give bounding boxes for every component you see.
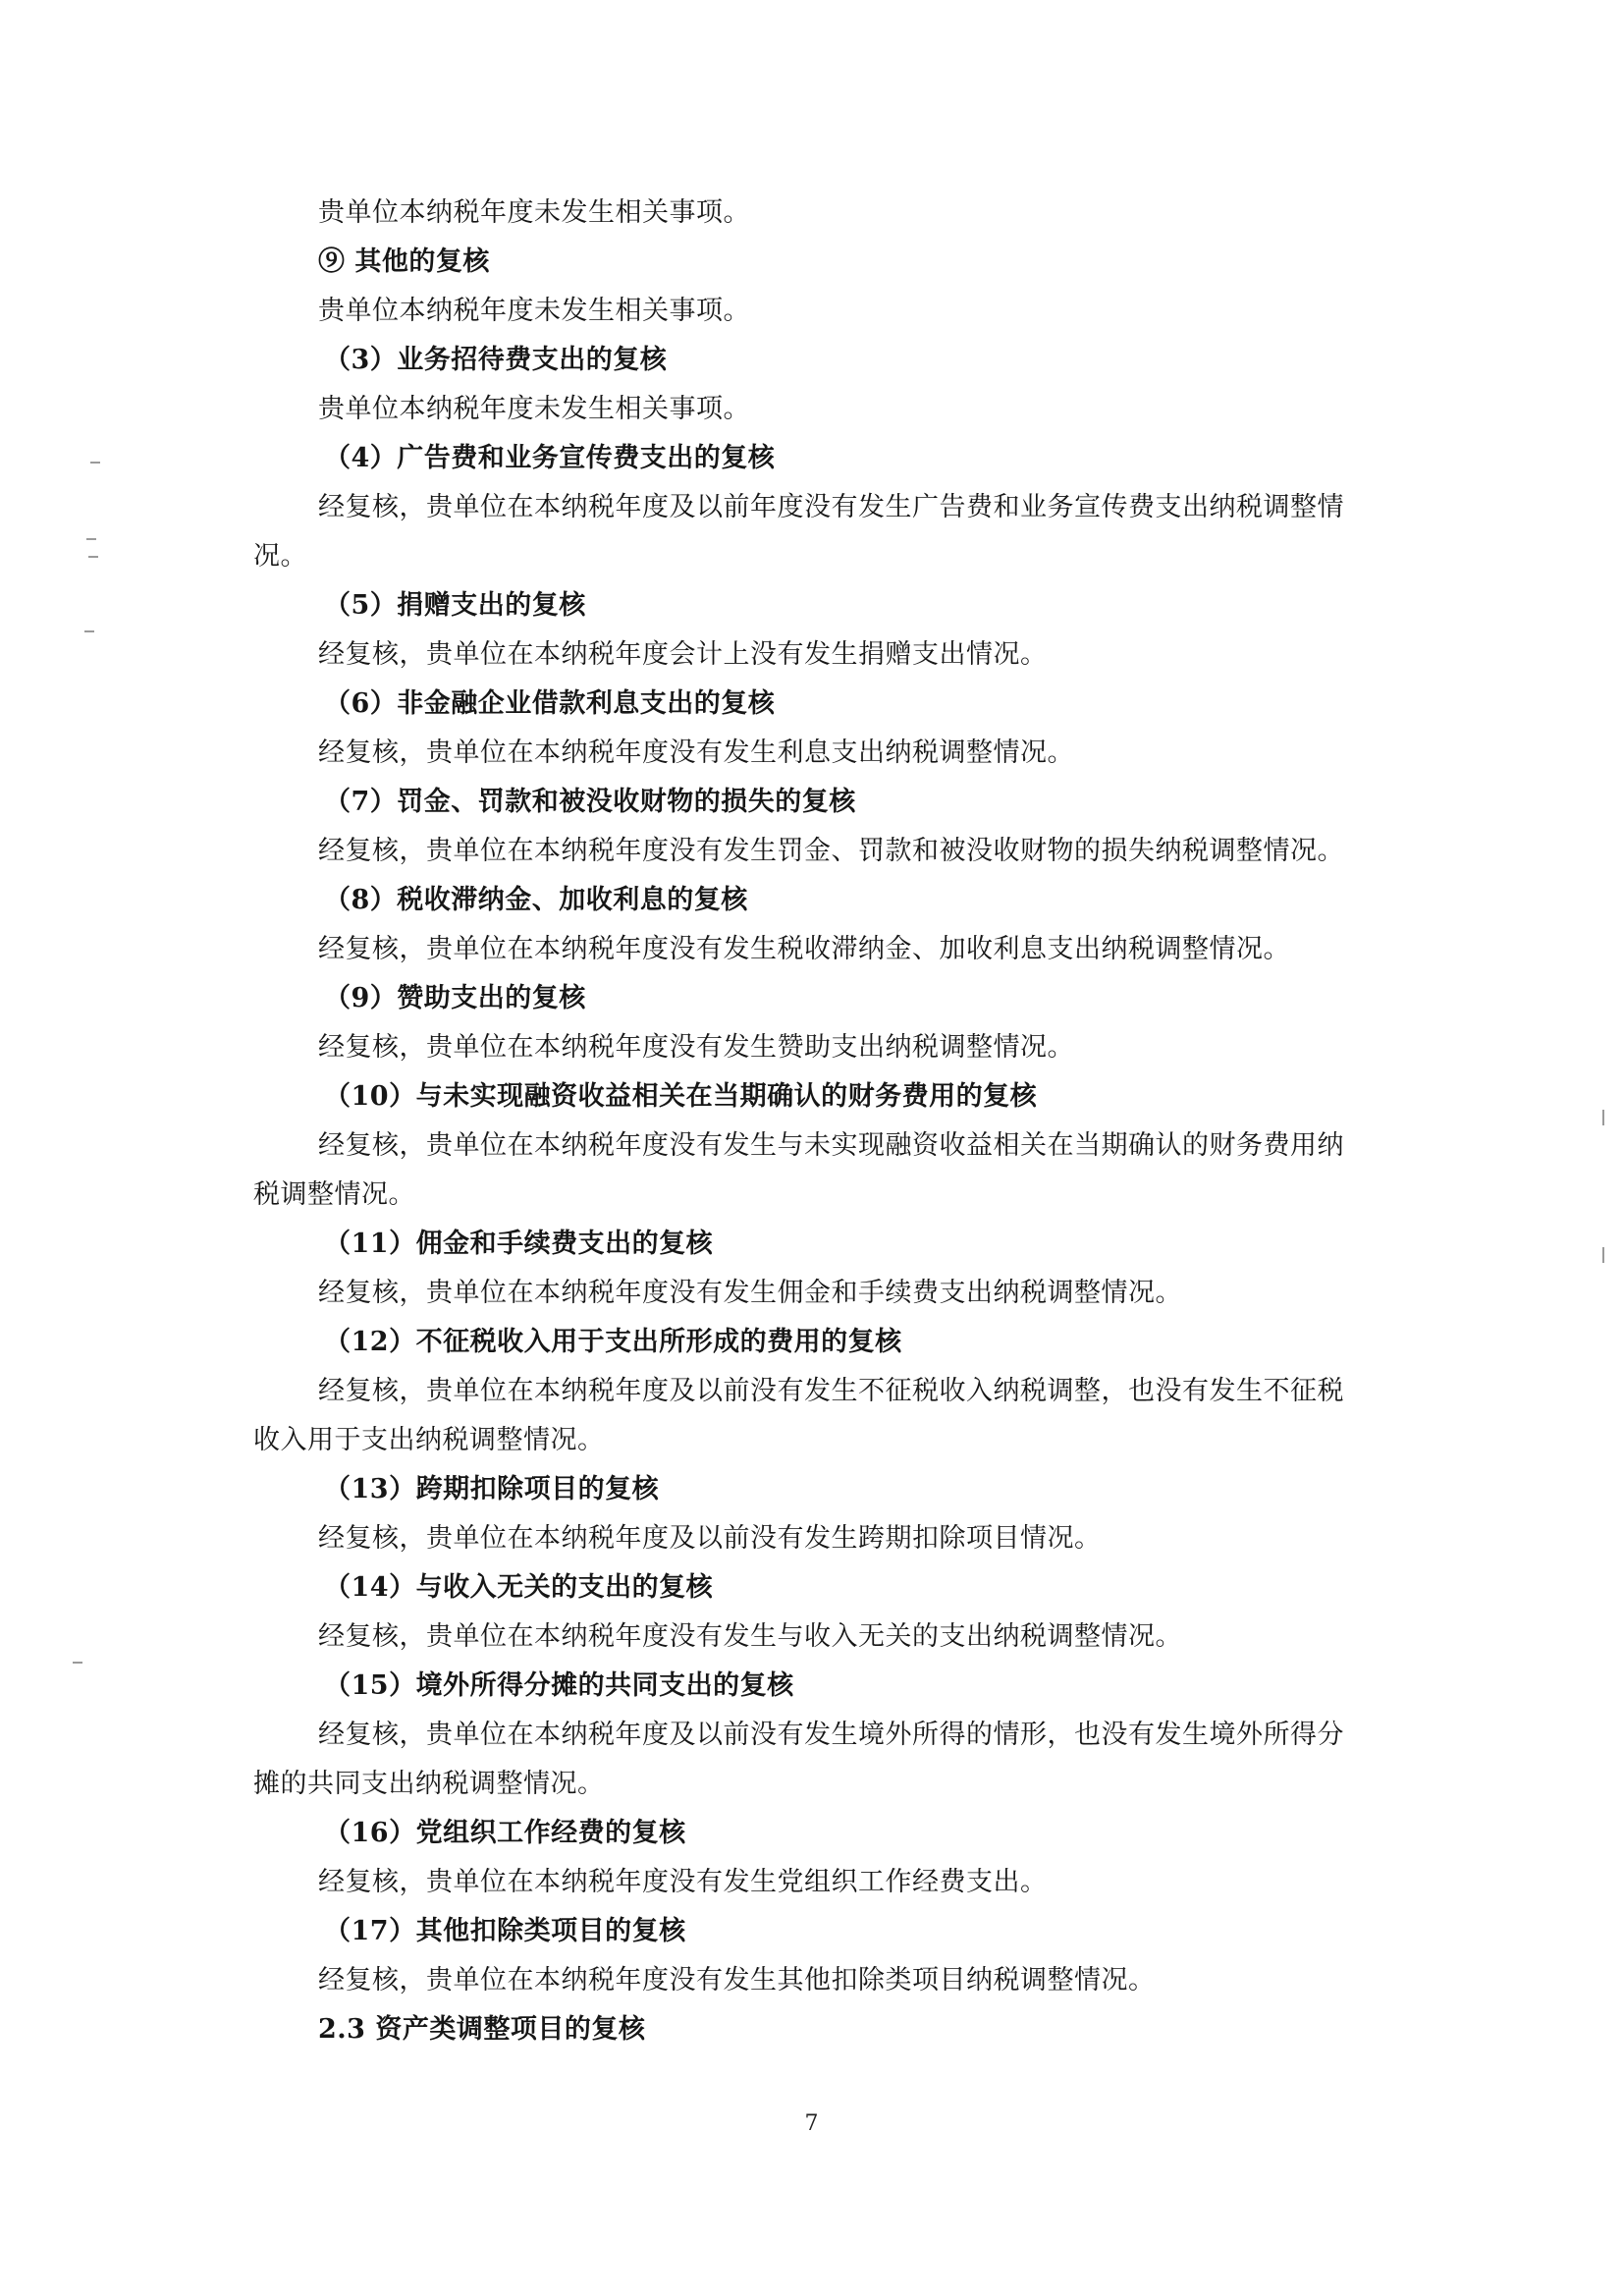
paragraph-line: 况。 — [253, 541, 307, 572]
paragraph-line: 经复核，贵单位在本纳税年度会计上没有发生捐赠支出情况。 — [318, 639, 1048, 670]
paragraph-line: 经复核，贵单位在本纳税年度没有发生与收入无关的支出纳税调整情况。 — [318, 1621, 1182, 1652]
section-heading: （11）佣金和手续费支出的复核 — [324, 1229, 714, 1259]
section-heading: （9）赞助支出的复核 — [324, 983, 586, 1013]
section-heading: （14）与收入无关的支出的复核 — [324, 1572, 714, 1603]
scan-artifact — [1602, 1110, 1604, 1125]
scan-artifact — [1602, 1247, 1604, 1263]
section-heading: 2.3 资产类调整项目的复核 — [318, 2014, 646, 2045]
paragraph-line: 经复核，贵单位在本纳税年度没有发生党组织工作经费支出。 — [318, 1867, 1048, 1897]
paragraph-line: 收入用于支出纳税调整情况。 — [253, 1425, 605, 1455]
paragraph-line: 经复核，贵单位在本纳税年度没有发生佣金和手续费支出纳税调整情况。 — [318, 1278, 1182, 1308]
section-heading: （4）广告费和业务宣传费支出的复核 — [324, 443, 776, 473]
scan-artifact — [88, 556, 98, 558]
section-heading: ⑨ 其他的复核 — [318, 246, 490, 277]
section-heading: （17）其他扣除类项目的复核 — [324, 1916, 686, 1946]
section-heading: （3）业务招待费支出的复核 — [324, 345, 668, 375]
paragraph-line: 经复核，贵单位在本纳税年度没有发生其他扣除类项目纳税调整情况。 — [318, 1965, 1156, 1995]
paragraph-line: 税调整情况。 — [253, 1179, 415, 1210]
section-heading: （15）境外所得分摊的共同支出的复核 — [324, 1670, 794, 1701]
scan-artifact — [73, 1662, 82, 1664]
paragraph-line: 摊的共同支出纳税调整情况。 — [253, 1769, 605, 1799]
section-heading: （13）跨期扣除项目的复核 — [324, 1474, 660, 1504]
paragraph-line: 贵单位本纳税年度未发生相关事项。 — [318, 197, 750, 228]
section-heading: （7）罚金、罚款和被没收财物的损失的复核 — [324, 787, 856, 817]
page-number: 7 — [804, 2111, 819, 2136]
paragraph-line: 经复核，贵单位在本纳税年度没有发生赞助支出纳税调整情况。 — [318, 1032, 1074, 1063]
paragraph-line: 经复核，贵单位在本纳税年度没有发生罚金、罚款和被没收财物的损失纳税调整情况。 — [318, 836, 1344, 866]
section-heading: （8）税收滞纳金、加收利息的复核 — [324, 885, 748, 915]
paragraph-line: 经复核，贵单位在本纳税年度没有发生与未实现融资收益相关在当期确认的财务费用纳 — [318, 1130, 1344, 1161]
paragraph-line: 经复核，贵单位在本纳税年度没有发生税收滞纳金、加收利息支出纳税调整情况。 — [318, 934, 1290, 964]
scan-artifact — [84, 630, 94, 632]
scan-artifact — [90, 462, 100, 464]
document-body — [253, 189, 1382, 2054]
paragraph-line: 贵单位本纳税年度未发生相关事项。 — [318, 394, 750, 424]
section-heading: （12）不征税收入用于支出所形成的费用的复核 — [324, 1327, 902, 1357]
paragraph-line: 经复核，贵单位在本纳税年度及以前没有发生不征税收入纳税调整，也没有发生不征税 — [318, 1376, 1344, 1406]
scan-artifact — [86, 538, 96, 540]
paragraph-line: 经复核，贵单位在本纳税年度没有发生利息支出纳税调整情况。 — [318, 738, 1074, 768]
paragraph-line: 经复核，贵单位在本纳税年度及以前年度没有发生广告费和业务宣传费支出纳税调整情 — [318, 492, 1344, 522]
paragraph-line: 经复核，贵单位在本纳税年度及以前没有发生跨期扣除项目情况。 — [318, 1523, 1102, 1554]
paragraph-line: 经复核，贵单位在本纳税年度及以前没有发生境外所得的情形，也没有发生境外所得分 — [318, 1720, 1344, 1750]
section-heading: （6）非金融企业借款利息支出的复核 — [324, 688, 776, 719]
section-heading: （5）捐赠支出的复核 — [324, 590, 586, 621]
paragraph-line: 贵单位本纳税年度未发生相关事项。 — [318, 296, 750, 326]
section-heading: （16）党组织工作经费的复核 — [324, 1818, 686, 1848]
section-heading: （10）与未实现融资收益相关在当期确认的财务费用的复核 — [324, 1081, 1038, 1112]
